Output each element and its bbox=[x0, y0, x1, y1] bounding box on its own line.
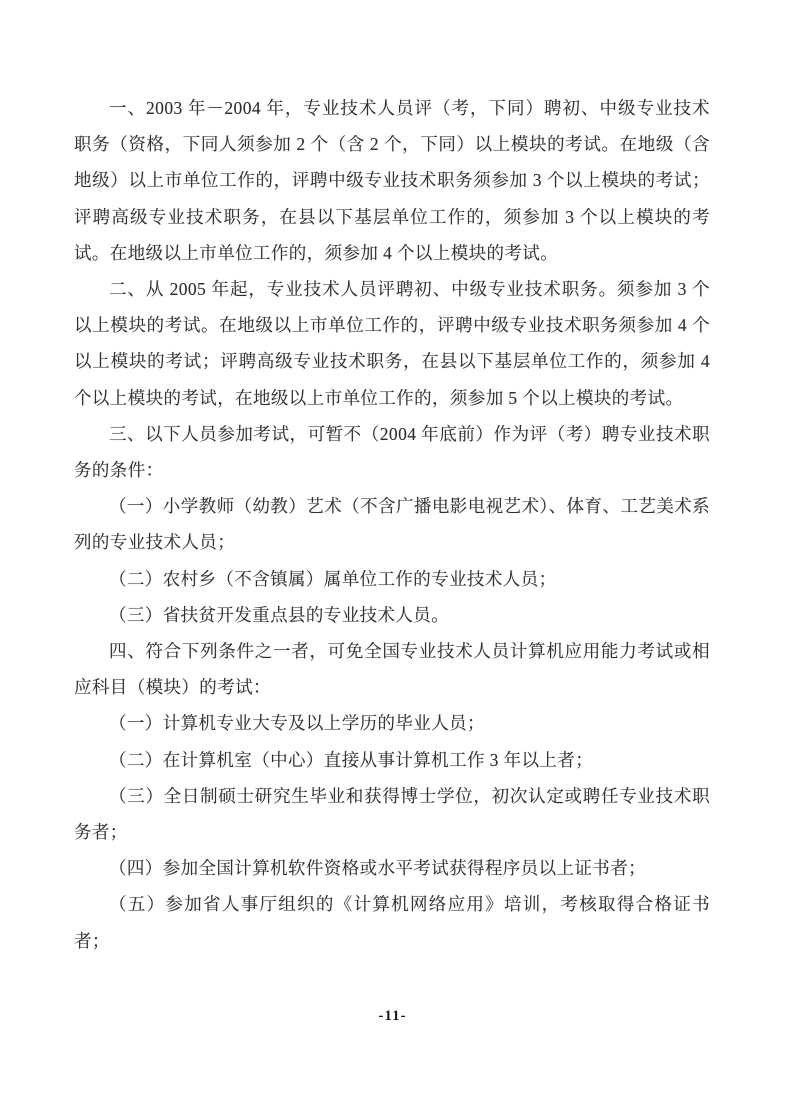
paragraph-section-3-item-1: （一）小学教师（幼教）艺术（不含广播电影电视艺术）、体育、工艺美术系列的专业技术人员； bbox=[74, 496, 710, 553]
paragraph-section-2: 二、从 2005 年起，专业技术人员评聘初、中级专业技术职务。须参加 3 个以上模块的考试。在地级以上市单位工作的，评聘中级专业技术职务须参加 4 个以上模块的考试；评聘高级专业技术职务，在县以下基层单位工作的，须参加 4 个以上模块的考试，在地级以上市单位工作的，须参加 5 个以上模块的考试。 bbox=[74, 279, 710, 408]
paragraph-section-3-item-2: （二）农村乡（不含镇属）属单位工作的专业技术人员； bbox=[109, 568, 557, 589]
paragraph-section-4-item-1: （一）计算机专业大专及以上学历的毕业人员； bbox=[109, 713, 485, 734]
paragraph-section-4-item-4: （四）参加全国计算机软件资格或水平考试获得程序员以上证书者； bbox=[109, 858, 646, 879]
paragraph-section-4-item-5: （五）参加省人事厅组织的《计算机网络应用》培训，考核取得合格证书者； bbox=[74, 894, 710, 951]
paragraph-section-1: 一、2003 年－2004 年，专业技术人员评（考，下同）聘初、中级专业技术职务（资格，下同人须参加 2 个（含 2 个，下同）以上模块的考试。在地级（含地级）以上市单位工作的，评聘中级专业技术职务须参加 3 个以上模块的考试；评聘高级专业技术职务，在县以下基层单位工作的，须参加 3 个以上模块的考试。在地级以上市单位工作的，须参加 4 个以上模块的考试。 bbox=[74, 98, 710, 263]
document-body bbox=[74, 90, 710, 959]
paragraph-section-4-item-3: （三）全日制硕士研究生毕业和获得博士学位，初次认定或聘任专业技术职务者； bbox=[74, 785, 710, 843]
page-number: -11- bbox=[378, 1008, 407, 1024]
paragraph-section-4: 四、符合下列条件之一者，可免全国专业技术人员计算机应用能力考试或相应科目（模块）的考试： bbox=[74, 641, 710, 698]
paragraph-section-4-item-2: （二）在计算机室（中心）直接从事计算机工作 3 年以上者； bbox=[109, 749, 594, 770]
paragraph-section-3-item-3: （三）省扶贫开发重点县的专业技术人员。 bbox=[109, 604, 450, 625]
paragraph-section-3: 三、以下人员参加考试，可暂不（2004 年底前）作为评（考）聘专业技术职务的条件： bbox=[74, 423, 710, 481]
